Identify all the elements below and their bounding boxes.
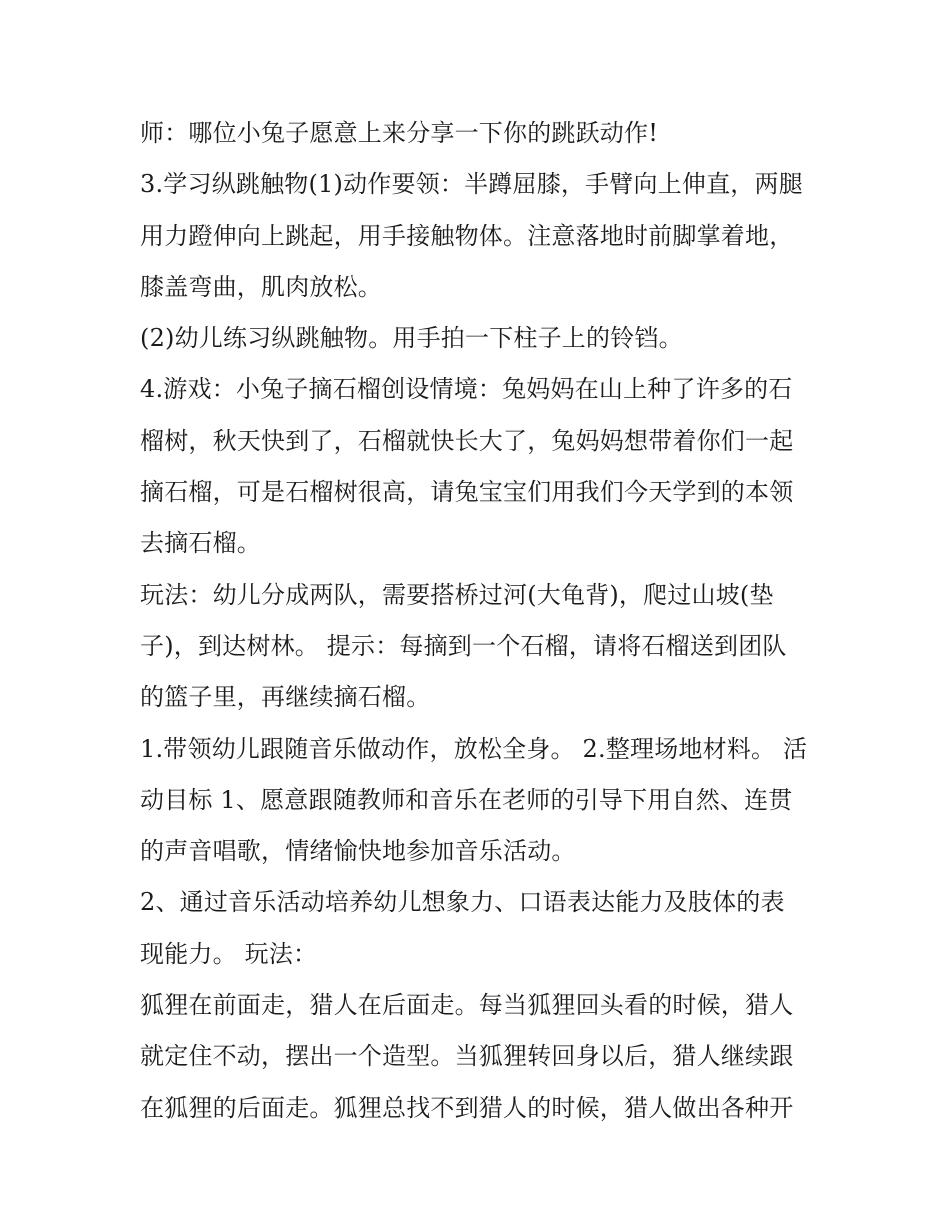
text-line: 就定住不动，摆出一个造型。当狐狸转回身以后，猎人继续跟 (140, 1042, 794, 1071)
text-line: 摘石榴，可是石榴树很高，请兔宝宝们用我们今天学到的本领 (140, 478, 794, 507)
text-line: 4.游戏：小兔子摘石榴创设情境：兔妈妈在山上种了许多的石 (140, 375, 793, 404)
text-line: 用力蹬伸向上跳起，用手接触物体。注意落地时前脚掌着地， (140, 221, 794, 250)
text-line: 膝盖弯曲，肌肉放松。 (140, 272, 382, 301)
text-line: 狐狸在前面走，猎人在后面走。每当狐狸回头看的时候，猎人 (140, 991, 794, 1020)
text-line: 师：哪位小兔子愿意上来分享一下你的跳跃动作! (140, 119, 659, 147)
text-line: 1.带领幼儿跟随音乐做动作，放松全身。 2.整理场地材料。 活 (140, 734, 808, 763)
text-line: 2、通过音乐活动培养幼儿想象力、口语表达能力及肢体的表 (140, 888, 785, 917)
text-line: 的声音唱歌，情绪愉快地参加音乐活动。 (140, 837, 576, 866)
text-line: 在狐狸的后面走。狐狸总找不到猎人的时候，猎人做出各种开 (140, 1093, 794, 1122)
text-line: (2)幼儿练习纵跳触物。用手拍一下柱子上的铃铛。 (140, 324, 683, 353)
text-line: 动目标 1、愿意跟随教师和音乐在老师的引导下用自然、连贯 (140, 785, 793, 814)
text-line: 去摘石榴。 (140, 529, 261, 558)
document-body (140, 108, 820, 1134)
text-line: 子)，到达树林。 提示：每摘到一个石榴，请将石榴送到团队 (140, 631, 787, 660)
text-line: 3.学习纵跳触物(1)动作要领：半蹲屈膝，手臂向上伸直，两腿 (140, 170, 803, 199)
text-line: 的篮子里，再继续摘石榴。 (140, 683, 431, 712)
text-line: 现能力。 玩法： (140, 939, 318, 968)
text-line: 榴树，秋天快到了，石榴就快长大了，兔妈妈想带着你们一起 (140, 426, 794, 455)
text-line: 玩法：幼儿分成两队，需要搭桥过河(大龟背)，爬过山坡(垫 (140, 580, 774, 609)
